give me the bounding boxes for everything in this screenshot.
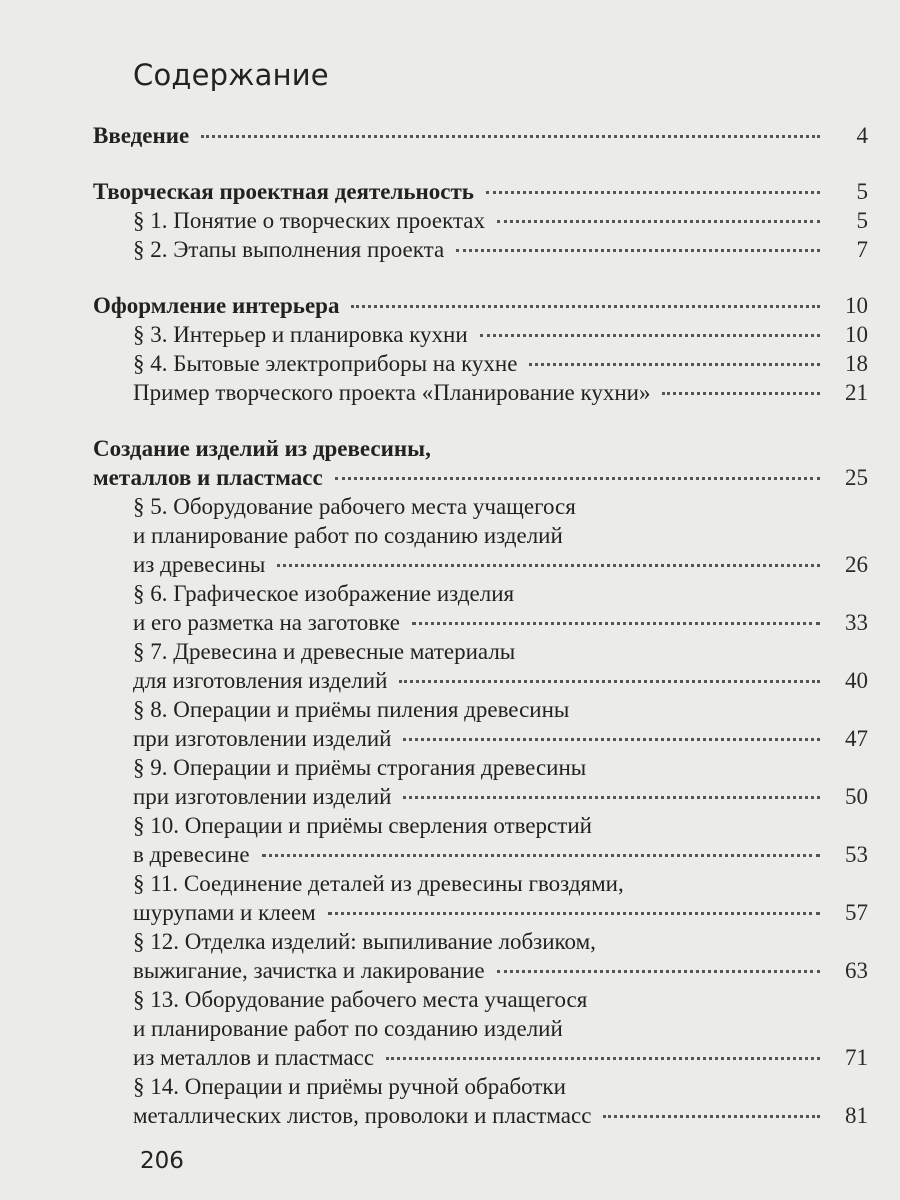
dot-leader: [277, 564, 820, 567]
dot-leader: [662, 392, 820, 395]
dot-leader: [399, 680, 820, 683]
dot-leader: [497, 220, 820, 223]
toc-entry-line: [93, 521, 868, 550]
toc-entry-text: из древесины: [133, 552, 266, 577]
toc-entry-line: [93, 349, 868, 378]
toc-page-number: 57: [845, 900, 868, 925]
toc-entry-line: [93, 666, 868, 695]
toc-entry-text: Оформление интерьера: [93, 293, 340, 318]
dot-leader: [497, 970, 820, 973]
toc-chapter-line: [93, 121, 868, 150]
toc-entry-text: и его разметка на заготовке: [133, 610, 400, 635]
toc-page-number: 10: [845, 322, 868, 347]
toc-page-number: 25: [845, 465, 868, 490]
toc-page-number: 71: [845, 1045, 868, 1070]
toc-entry-text: § 6. Графическое изображение изделия: [133, 581, 515, 606]
toc-entry-line: [93, 1043, 868, 1072]
toc-entry-text: Введение: [93, 123, 190, 148]
toc-section: [93, 291, 868, 407]
toc-entry-line: [93, 206, 868, 235]
toc-entry-text: Творческая проектная деятельность: [93, 179, 474, 204]
dot-leader: [335, 477, 820, 480]
toc-entry-line: [93, 550, 868, 579]
toc-entry-line: [93, 782, 868, 811]
toc-page-number: 5: [856, 208, 868, 233]
toc-entry-text: в древесине: [133, 842, 250, 867]
toc-page-number: 18: [845, 351, 868, 376]
toc-entry-text: из металлов и пластмасс: [133, 1045, 375, 1070]
table-of-contents: [93, 121, 868, 1157]
dot-leader: [529, 363, 820, 366]
toc-chapter-line: [93, 434, 868, 463]
toc-page-number: 63: [845, 958, 868, 983]
toc-entry-line: [93, 811, 868, 840]
toc-chapter-line: [93, 463, 868, 492]
toc-entry-text: § 14. Операции и приёмы ручной обработки: [133, 1074, 566, 1099]
toc-entry-line: [93, 869, 868, 898]
toc-entry-text: § 7. Древесина и древесные материалы: [133, 639, 516, 664]
dot-leader: [480, 334, 820, 337]
toc-section: [93, 434, 868, 1130]
toc-entry-line: [93, 695, 868, 724]
toc-entry-line: [93, 608, 868, 637]
page-title: Содержание: [133, 58, 329, 92]
toc-entry-text: § 8. Операции и приёмы пиления древесины: [133, 697, 570, 722]
toc-entry-text: § 13. Оборудование рабочего места учащегося: [133, 987, 588, 1012]
dot-leader: [403, 796, 820, 799]
toc-entry-text: § 2. Этапы выполнения проекта: [133, 237, 445, 262]
toc-entry-line: [93, 956, 868, 985]
toc-entry-text: металлических листов, проволоки и пластмасс: [133, 1103, 592, 1128]
dot-leader: [351, 305, 820, 308]
toc-entry-text: для изготовления изделий: [133, 668, 388, 693]
toc-page-number: 21: [845, 380, 868, 405]
toc-entry-text: и планирование работ по созданию изделий: [133, 1016, 563, 1041]
toc-page-number: 81: [845, 1103, 868, 1128]
toc-entry-line: [93, 753, 868, 782]
toc-entry-text: при изготовлении изделий: [133, 784, 392, 809]
toc-page-number: 33: [845, 610, 868, 635]
toc-entry-line: [93, 492, 868, 521]
toc-page-number: 53: [845, 842, 868, 867]
toc-page-number: 10: [845, 293, 868, 318]
toc-entry-text: металлов и пластмасс: [93, 465, 323, 490]
toc-page-number: 50: [845, 784, 868, 809]
dot-leader: [486, 191, 820, 194]
toc-chapter-line: [93, 177, 868, 206]
toc-entry-text: Пример творческого проекта «Планирование кухни»: [133, 380, 651, 405]
toc-entry-line: [93, 840, 868, 869]
dot-leader: [386, 1057, 820, 1060]
toc-entry-text: § 10. Операции и приёмы сверления отверстий: [133, 813, 592, 838]
dot-leader: [262, 854, 820, 857]
toc-entry-line: [93, 637, 868, 666]
toc-entry-line: [93, 1072, 868, 1101]
toc-entry-text: при изготовлении изделий: [133, 726, 392, 751]
toc-section: [93, 121, 868, 150]
dot-leader: [603, 1115, 820, 1118]
toc-entry-line: [93, 985, 868, 1014]
toc-entry-line: [93, 1101, 868, 1130]
toc-entry-text: § 12. Отделка изделий: выпиливание лобзиком,: [133, 929, 596, 954]
toc-entry-text: § 4. Бытовые электроприборы на кухне: [133, 351, 518, 376]
toc-entry-text: выжигание, зачистка и лакирование: [133, 958, 485, 983]
toc-entry-text: § 9. Операции и приёмы строгания древесины: [133, 755, 587, 780]
toc-chapter-line: [93, 291, 868, 320]
toc-page-number: 26: [845, 552, 868, 577]
toc-entry-text: § 11. Соединение деталей из древесины гвоздями,: [133, 871, 624, 896]
toc-section: [93, 177, 868, 264]
toc-entry-line: [93, 235, 868, 264]
toc-entry-line: [93, 579, 868, 608]
dot-leader: [403, 738, 820, 741]
toc-entry-line: [93, 320, 868, 349]
toc-page-number: 7: [856, 237, 868, 262]
dot-leader: [412, 622, 820, 625]
toc-entry-line: [93, 724, 868, 753]
dot-leader: [456, 249, 820, 252]
toc-page-number: 4: [856, 123, 868, 148]
toc-entry-text: и планирование работ по созданию изделий: [133, 523, 563, 548]
toc-entry-text: шурупами и клеем: [133, 900, 316, 925]
toc-entry-text: § 5. Оборудование рабочего места учащегося: [133, 494, 576, 519]
toc-entry-line: [93, 898, 868, 927]
toc-entry-text: Создание изделий из древесины,: [93, 436, 431, 461]
page-number: 206: [140, 1148, 184, 1174]
dot-leader: [328, 912, 820, 915]
toc-entry-line: [93, 927, 868, 956]
toc-entry-text: § 3. Интерьер и планировка кухни: [133, 322, 468, 347]
toc-page-number: 5: [856, 179, 868, 204]
toc-entry-text: § 1. Понятие о творческих проектах: [133, 208, 485, 233]
toc-entry-line: [93, 378, 868, 407]
toc-page-number: 47: [845, 726, 868, 751]
dot-leader: [201, 135, 820, 138]
toc-page-number: 40: [845, 668, 868, 693]
toc-entry-line: [93, 1014, 868, 1043]
